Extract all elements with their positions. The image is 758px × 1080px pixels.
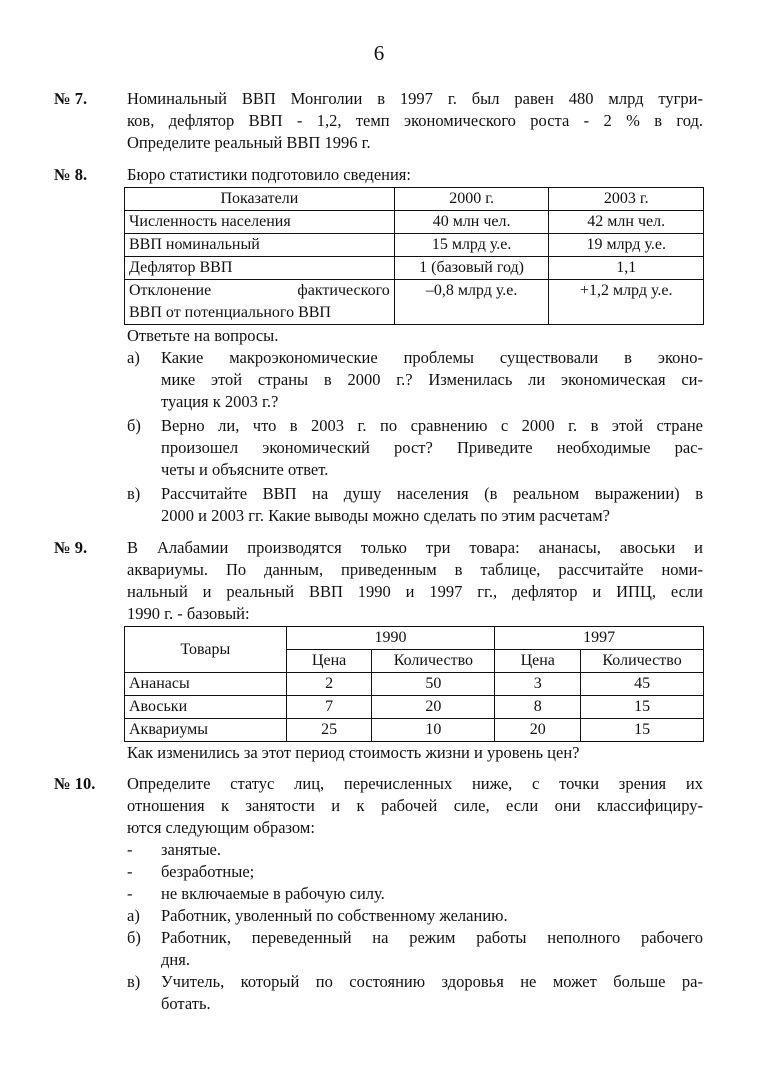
table-header-cell: Товары [125, 627, 287, 673]
table-cell: 15 [581, 696, 704, 719]
table-cell: 3 [495, 673, 581, 696]
dash-marker: - [127, 840, 133, 859]
text-line: аквариумы. По данным, приведенным в таблице, рассчитайте номи- [127, 560, 703, 579]
text-line: Бюро статистики подготовило сведения: [127, 165, 411, 184]
text-line: Верно ли, что в 2003 г. по сравнению с 2000 г. в этой стране [161, 416, 703, 435]
table-row [125, 673, 704, 696]
table-row [125, 280, 704, 325]
table-cell: Дефлятор ВВП [125, 257, 395, 280]
table-header-cell: 1997 [495, 627, 704, 650]
problem-text [127, 773, 703, 1015]
table-header-cell: 2000 г. [394, 188, 549, 211]
table-cell: Численность населения [125, 211, 395, 234]
table-row [125, 234, 704, 257]
text-line: ботать. [161, 994, 211, 1013]
table-cell: –0,8 млрд у.е. [394, 280, 549, 325]
table-cell: 15 [581, 719, 704, 742]
list-marker: б) [127, 416, 141, 435]
table-cell: 1,1 [549, 257, 704, 280]
text-line: Работник, уволенный по собственному желанию. [161, 906, 508, 925]
table-cell: 7 [286, 696, 372, 719]
problem-text [127, 164, 703, 527]
table-cell: 20 [495, 719, 581, 742]
text-line: четы и объясните ответ. [161, 460, 329, 479]
text-line: Как изменились за этот период стоимость жизни и уровень цен? [127, 743, 580, 762]
table-cell: 1 (базовый год) [394, 257, 549, 280]
table-cell: 2 [286, 673, 372, 696]
table-cell: ВВП номинальный [125, 234, 395, 257]
text-line: отношения к занятости и к рабочей силе, если они классифициру- [127, 796, 703, 815]
table-cell: 19 млрд у.е. [549, 234, 704, 257]
problem-text [127, 537, 703, 764]
list-marker: б) [127, 928, 141, 947]
text-line: Какие макроэкономические проблемы существовали в эконо- [161, 348, 703, 367]
text-line: произошел экономический рост? Приведите необходимые рас- [161, 438, 703, 457]
table-header-cell: 1990 [286, 627, 495, 650]
table-cell: Аквариумы [125, 719, 287, 742]
text-line: Номинальный ВВП Монголии в 1997 г. был равен 480 млрд тугри- [127, 89, 703, 108]
table-cell: Авоськи [125, 696, 287, 719]
text-line: безработные; [161, 862, 255, 881]
text-line: не включаемые в рабочую силу. [161, 884, 385, 903]
text-line: 2000 и 2003 гг. Какие выводы можно сделать по этим расчетам? [161, 506, 610, 525]
list-item [127, 861, 703, 883]
table-header-cell: Показатели [125, 188, 395, 211]
table-cell: 50 [372, 673, 495, 696]
table-cell: 10 [372, 719, 495, 742]
table-header-cell: Количество [372, 650, 495, 673]
table-row [125, 211, 704, 234]
list-item [127, 971, 703, 1015]
table-cell [125, 280, 395, 325]
text-line: Ответьте на вопросы. [127, 326, 279, 345]
text-line: ются следующим образом: [127, 818, 315, 837]
list-item [127, 347, 703, 413]
text-line: Определите статус лиц, перечисленных ниже, с точки зрения их [127, 774, 703, 793]
table-row [125, 696, 704, 719]
table-header-cell: Цена [286, 650, 372, 673]
table-header-cell: Количество [581, 650, 704, 673]
list-item [127, 905, 703, 927]
list-item [127, 483, 703, 527]
problem-number: № 8. [54, 165, 88, 184]
list-marker: в) [127, 484, 141, 503]
problem-number: № 7. [54, 89, 88, 108]
list-marker: а) [127, 348, 140, 367]
text-line: занятые. [161, 840, 222, 859]
table-cell: 20 [372, 696, 495, 719]
text-line: мике этой страны в 2000 г.? Изменилась ли экономическая си- [161, 370, 703, 389]
text-line: 1990 г. - базовый: [127, 604, 250, 623]
list-item [127, 927, 703, 971]
table-header-cell: 2003 г. [549, 188, 704, 211]
cell-line: ВВП от потенциального ВВП [129, 304, 331, 321]
table-cell: 45 [581, 673, 704, 696]
problem-number: № 10. [54, 774, 96, 793]
text-line: ков, дефлятор ВВП - 1,2, темп экономического роста - 2 % в год. [127, 111, 703, 130]
table-header-cell: Цена [495, 650, 581, 673]
problem-text [127, 88, 703, 154]
text-line: Работник, переведенный на режим работы неполного рабочего [161, 928, 703, 947]
text-line: туация к 2003 г.? [161, 392, 279, 411]
list-item [127, 883, 703, 905]
list-item [127, 415, 703, 481]
goods-table [124, 626, 704, 742]
problem-number: № 9. [54, 538, 88, 557]
table-row [125, 257, 704, 280]
dash-marker: - [127, 862, 133, 881]
list-item [127, 839, 703, 861]
table-cell: +1,2 млрд у.е. [549, 280, 704, 325]
table-row [125, 719, 704, 742]
text-line: В Алабамии производятся только три товара: ананасы, авоськи и [127, 538, 703, 557]
table-cell: 42 млн чел. [549, 211, 704, 234]
table-cell: 25 [286, 719, 372, 742]
text-line: Учитель, который по состоянию здоровья не может больше ра- [161, 972, 703, 991]
list-marker: в) [127, 972, 141, 991]
list-marker: а) [127, 906, 140, 925]
text-line: нальный и реальный ВВП 1990 и 1997 гг., дефлятор и ИПЦ, если [127, 582, 703, 601]
text-line: Определите реальный ВВП 1996 г. [127, 133, 371, 152]
table-cell: Ананасы [125, 673, 287, 696]
table-cell: 8 [495, 696, 581, 719]
text-line: дня. [161, 950, 190, 969]
table-header-row [125, 188, 704, 211]
table-header-row [125, 627, 704, 650]
table-cell: 15 млрд у.е. [394, 234, 549, 257]
statistics-table [124, 187, 704, 325]
page-number: 6 [373, 41, 385, 65]
cell-line: Отклонение фактического [129, 282, 390, 299]
dash-marker: - [127, 884, 133, 903]
table-cell: 40 млн чел. [394, 211, 549, 234]
text-line: Рассчитайте ВВП на душу населения (в реальном выражении) в [161, 484, 703, 503]
